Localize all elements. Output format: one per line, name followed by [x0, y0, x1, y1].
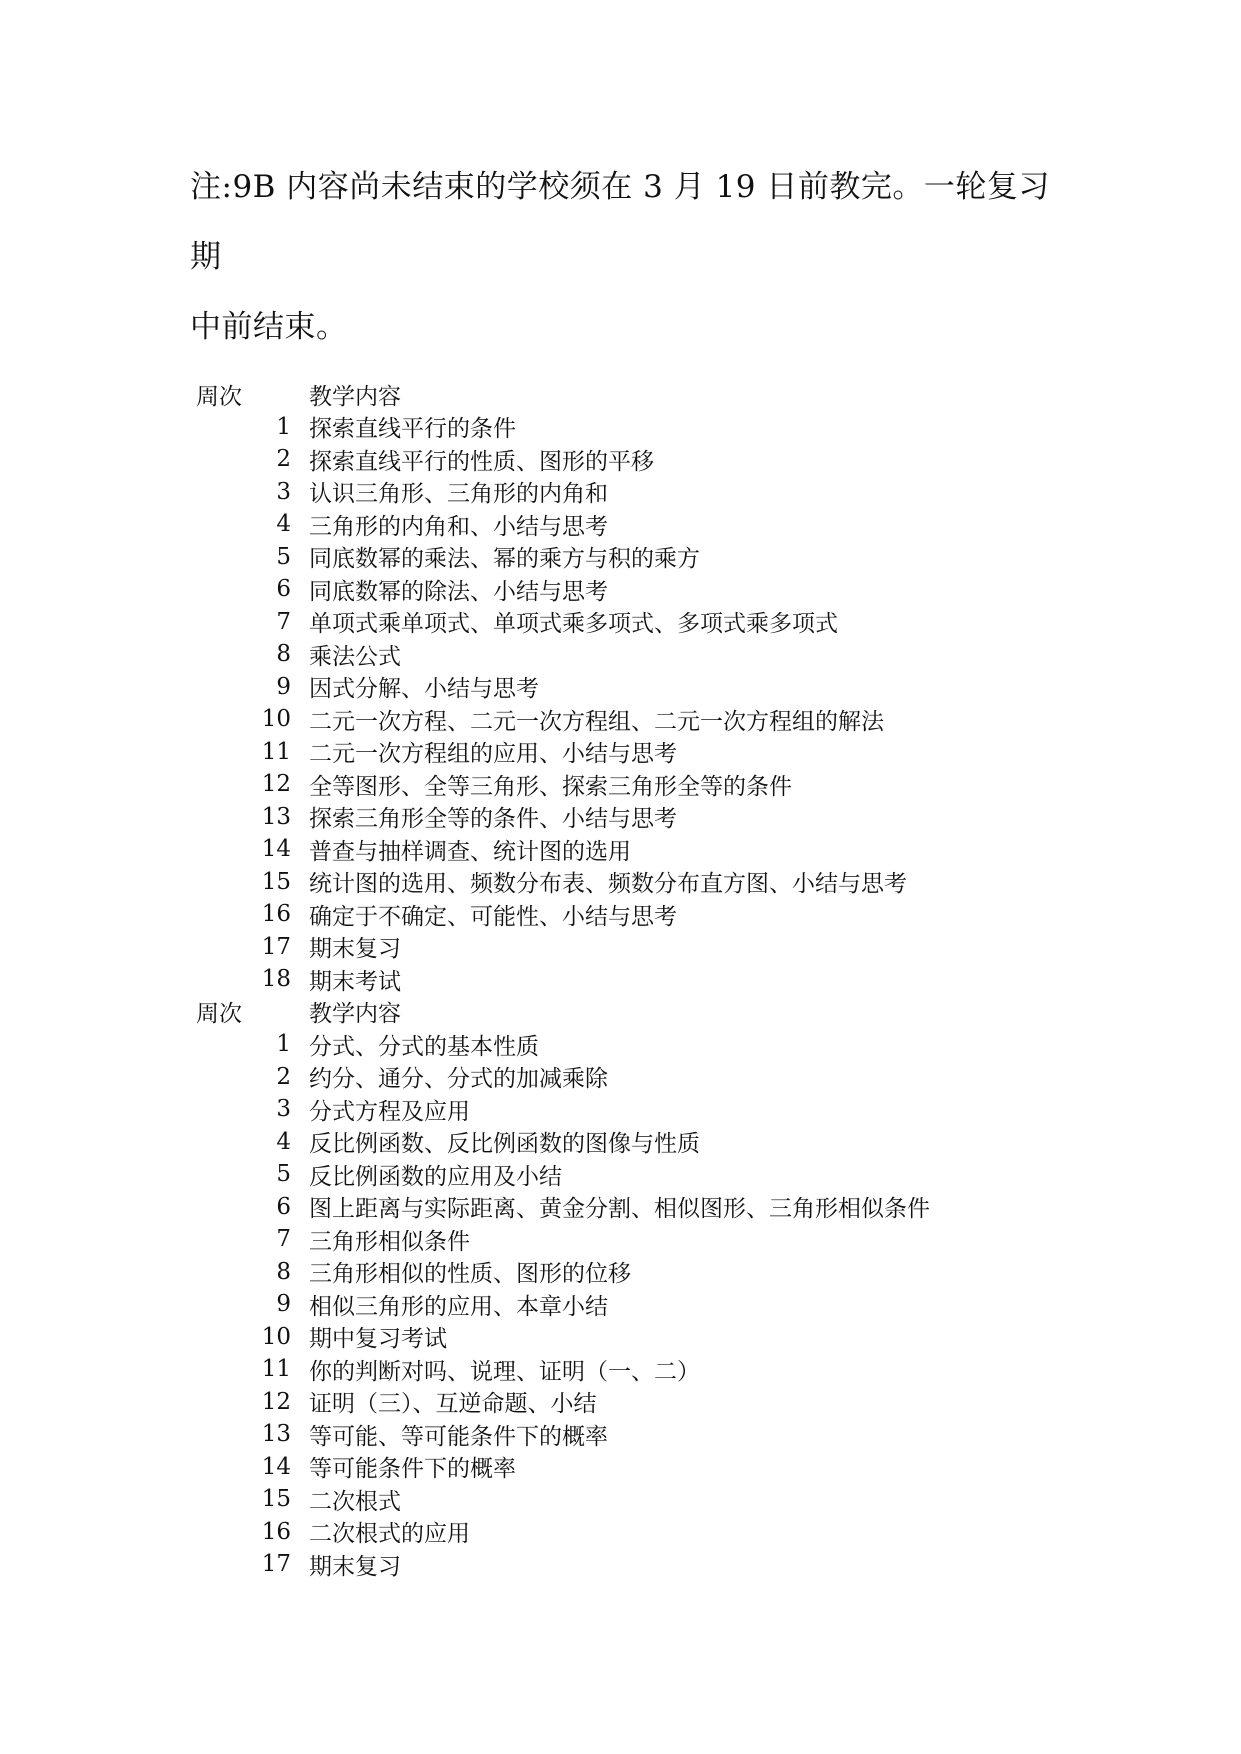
teaching-content: 反比例函数、反比例函数的图像与性质: [309, 1131, 700, 1158]
teaching-content: 二元一次方程、二元一次方程组、二元一次方程组的解法: [309, 708, 884, 735]
teaching-content: 相似三角形的应用、本章小结: [309, 1293, 608, 1320]
week-number: 2: [276, 446, 291, 473]
week-number: 9: [276, 673, 291, 700]
week-number: 3: [276, 478, 291, 505]
teaching-content: 期中复习考试: [309, 1326, 447, 1353]
week-number: 7: [276, 608, 291, 635]
table-row: [196, 1061, 1096, 1094]
week-number: 6: [276, 1193, 291, 1220]
table-row: [196, 671, 1096, 704]
table-row: [196, 1256, 1096, 1289]
teaching-content: 统计图的选用、频数分布表、频数分布直方图、小结与思考: [309, 871, 907, 898]
week-number: 12: [261, 771, 291, 798]
table-row: [196, 963, 1096, 996]
week-number: 17: [261, 1551, 291, 1578]
table-row: [196, 768, 1096, 801]
table-row: [196, 898, 1096, 931]
week-number: 8: [276, 641, 291, 668]
teaching-content: 认识三角形、三角形的内角和: [309, 481, 608, 508]
teaching-content: 确定于不确定、可能性、小结与思考: [309, 903, 677, 930]
teaching-content: 期末复习: [309, 936, 401, 963]
teaching-content: 普查与抽样调查、统计图的选用: [309, 838, 631, 865]
teaching-content: 二次根式: [309, 1488, 401, 1515]
schedule-table: [196, 378, 1096, 1581]
table-row: [196, 1483, 1096, 1516]
header-content: 教学内容: [309, 1001, 401, 1028]
table-row: [196, 1321, 1096, 1354]
table-row: [196, 638, 1096, 671]
table-row: [196, 1028, 1096, 1061]
table-header-row: [196, 996, 1096, 1029]
teaching-content: 探索直线平行的性质、图形的平移: [309, 448, 654, 475]
week-number: 10: [261, 706, 291, 733]
table-row: [196, 541, 1096, 574]
week-number: 13: [261, 803, 291, 830]
table-row: [196, 1451, 1096, 1484]
table-row: [196, 1353, 1096, 1386]
table-row: [196, 833, 1096, 866]
table-row: [196, 443, 1096, 476]
teaching-content: 等可能、等可能条件下的概率: [309, 1423, 608, 1450]
teaching-content: 乘法公式: [309, 643, 401, 670]
note-paragraph: [190, 152, 1070, 362]
week-number: 14: [261, 1453, 291, 1480]
week-number: 5: [276, 1161, 291, 1188]
teaching-content: 单项式乘单项式、单项式乘多项式、多项式乘多项式: [309, 611, 838, 638]
table-row: [196, 1191, 1096, 1224]
teaching-content: 二次根式的应用: [309, 1521, 470, 1548]
teaching-content: 你的判断对吗、说理、证明（一、二）: [309, 1358, 700, 1385]
week-number: 4: [276, 1128, 291, 1155]
teaching-content: 反比例函数的应用及小结: [309, 1163, 562, 1190]
week-number: 1: [276, 1031, 291, 1058]
week-number: 9: [276, 1291, 291, 1318]
header-content: 教学内容: [309, 383, 401, 410]
teaching-content: 探索三角形全等的条件、小结与思考: [309, 806, 677, 833]
week-number: 17: [261, 933, 291, 960]
table-row: [196, 1386, 1096, 1419]
week-number: 8: [276, 1258, 291, 1285]
week-number: 2: [276, 1063, 291, 1090]
week-number: 7: [276, 1226, 291, 1253]
table-row: [196, 1516, 1096, 1549]
table-row: [196, 1158, 1096, 1191]
teaching-content: 全等图形、全等三角形、探索三角形全等的条件: [309, 773, 792, 800]
table-row: [196, 736, 1096, 769]
week-number: 16: [261, 901, 291, 928]
table-row: [196, 1093, 1096, 1126]
table-row: [196, 801, 1096, 834]
table-row: [196, 931, 1096, 964]
table-row: [196, 1223, 1096, 1256]
table-row: [196, 508, 1096, 541]
teaching-content: 约分、通分、分式的加减乘除: [309, 1066, 608, 1093]
teaching-content: 等可能条件下的概率: [309, 1456, 516, 1483]
teaching-content: 因式分解、小结与思考: [309, 676, 539, 703]
header-week: 周次: [196, 383, 242, 410]
note-line-2: 中前结束。: [190, 309, 348, 345]
teaching-content: 二元一次方程组的应用、小结与思考: [309, 741, 677, 768]
week-number: 10: [261, 1323, 291, 1350]
table-row: [196, 1126, 1096, 1159]
teaching-content: 图上距离与实际距离、黄金分割、相似图形、三角形相似条件: [309, 1196, 930, 1223]
table-row: [196, 1418, 1096, 1451]
teaching-content: 分式、分式的基本性质: [309, 1033, 539, 1060]
table-row: [196, 866, 1096, 899]
week-number: 13: [261, 1421, 291, 1448]
table-row: [196, 703, 1096, 736]
teaching-content: 三角形相似条件: [309, 1228, 470, 1255]
week-number: 1: [276, 413, 291, 440]
teaching-content: 三角形的内角和、小结与思考: [309, 513, 608, 540]
week-number: 18: [261, 966, 291, 993]
note-line-1: 注:9B 内容尚未结束的学校须在 3 月 19 日前教完。一轮复习期: [190, 169, 1050, 275]
teaching-content: 期末考试: [309, 968, 401, 995]
week-number: 6: [276, 576, 291, 603]
teaching-content: 期末复习: [309, 1553, 401, 1580]
header-week: 周次: [196, 1001, 242, 1028]
week-number: 16: [261, 1518, 291, 1545]
table-row: [196, 411, 1096, 444]
table-row: [196, 573, 1096, 606]
week-number: 11: [261, 738, 291, 765]
teaching-content: 分式方程及应用: [309, 1098, 470, 1125]
week-number: 11: [261, 1356, 291, 1383]
teaching-content: 三角形相似的性质、图形的位移: [309, 1261, 631, 1288]
table-row: [196, 606, 1096, 639]
teaching-content: 同底数幂的乘法、幂的乘方与积的乘方: [309, 546, 700, 573]
week-number: 3: [276, 1096, 291, 1123]
week-number: 12: [261, 1388, 291, 1415]
week-number: 15: [261, 868, 291, 895]
table-row: [196, 1548, 1096, 1581]
week-number: 15: [261, 1486, 291, 1513]
table-header-row: [196, 378, 1096, 411]
table-row: [196, 1288, 1096, 1321]
teaching-content: 同底数幂的除法、小结与思考: [309, 578, 608, 605]
week-number: 4: [276, 511, 291, 538]
teaching-content: 证明（三）、互逆命题、小结: [309, 1391, 597, 1418]
teaching-content: 探索直线平行的条件: [309, 416, 516, 443]
week-number: 14: [261, 836, 291, 863]
table-row: [196, 476, 1096, 509]
week-number: 5: [276, 543, 291, 570]
